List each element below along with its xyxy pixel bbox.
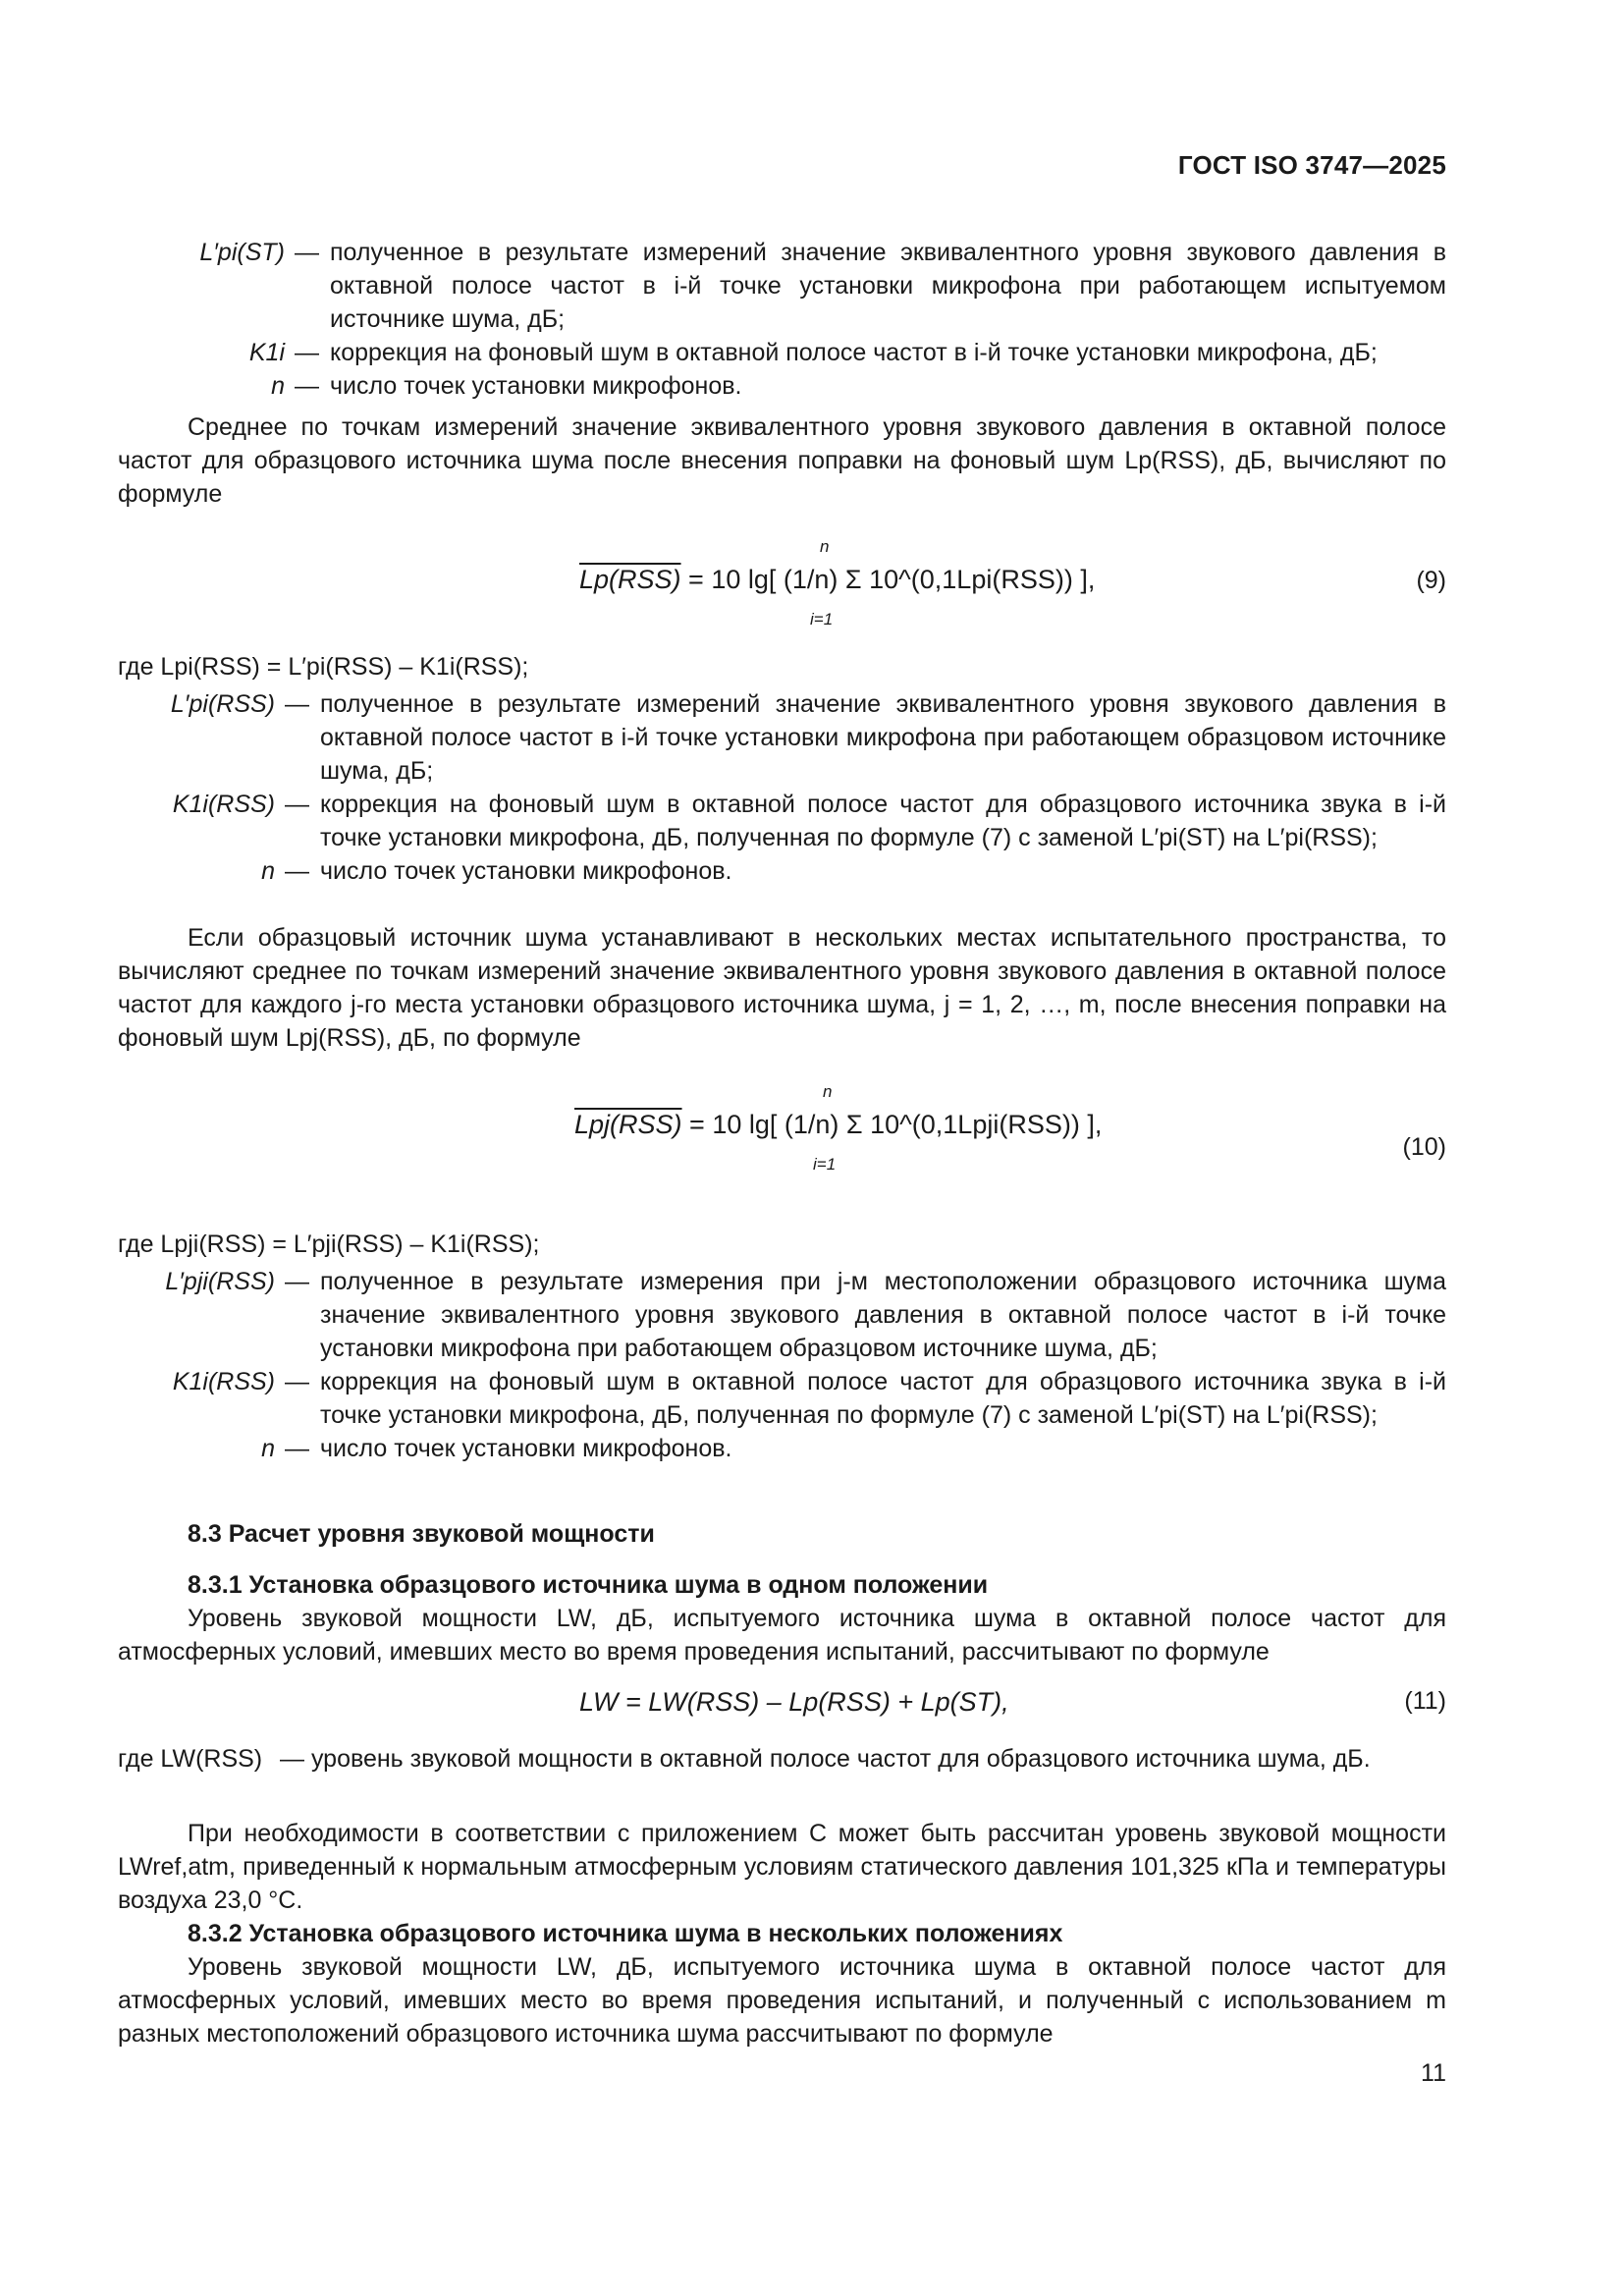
symbol-text: n <box>271 372 285 400</box>
symbol-text: L′pji(RSS) <box>165 1268 275 1295</box>
definitions-top <box>118 236 1446 403</box>
symbol-text: n <box>261 1435 275 1462</box>
paragraph <box>118 921 1446 1055</box>
paragraph-text: Если образцовый источник шума устанавливают в нескольких местах испытательного пространства, то вычисляют среднее по точкам измерений значение эквивалентного уровня звукового давления в октавной полосе частот для каждого j-го места установки образцового источника шума, j = 1, 2, …, m, после внесения поправки на фоновый шум Lpj(RSS), дБ, по формуле <box>118 924 1446 1052</box>
symbol-text: L′pi(ST) <box>199 239 285 266</box>
definition-dash: — <box>285 791 309 818</box>
section-8-3-1 <box>118 1568 1446 1668</box>
formula-lhs: Lpj(RSS) <box>574 1110 682 1139</box>
equation-number: (11) <box>1404 1687 1446 1715</box>
symbol-text: K1i <box>248 339 285 366</box>
definition-text: число точек установки микрофонов. <box>330 372 742 400</box>
paragraph-text: При необходимости в соответствии с приложением С может быть рассчитан уровень звуковой мощности LWref,atm, приведенный к нормальным атмосферным условиям статического давления 101,325 кПа и температуры воздуха 23,0 °С. <box>118 1820 1446 1914</box>
sum-lower-limit: i=1 <box>813 1155 837 1174</box>
equation-number: (10) <box>1402 1133 1446 1161</box>
paragraph <box>118 1817 1446 1917</box>
definition-symbol <box>118 1365 285 1432</box>
section-heading: 8.3.1 Установка образцового источника шума в одном положении <box>188 1571 989 1599</box>
formula-body: = 10 lg[ (1/n) Σ 10^(0,1Lpi(RSS)) ], <box>688 565 1096 594</box>
symbol-text: L′pi(RSS) <box>170 690 275 718</box>
definition-symbol <box>118 854 285 888</box>
where-line <box>118 650 1446 683</box>
definition-symbol: где LW(RSS) <box>118 1745 263 1773</box>
formula-lhs: Lp(RSS) <box>579 565 681 594</box>
formula-10 <box>118 1082 1446 1188</box>
symbol-text: K1i(RSS) <box>172 1368 275 1395</box>
formula-expression <box>574 1110 1102 1140</box>
definition-text: число точек установки микрофонов. <box>320 857 732 885</box>
definition-text: коррекция на фоновый шум в октавной полосе частот для образцового источника звука в i-й точке установки микрофона, дБ, полученная по формуле (7) с заменой L′pi(ST) на L′pi(RSS); <box>320 791 1446 851</box>
section-heading: 8.3.2 Установка образцового источника шума в нескольких положениях <box>188 1920 1063 1947</box>
definition-symbol <box>118 236 295 336</box>
definition-item <box>118 1742 1446 1776</box>
definition-text: полученное в результате измерений значение эквивалентного уровня звукового давления в октавной полосе частот в i-й точке установки микрофона при работающем образцовом источнике шума, дБ; <box>320 690 1446 785</box>
definition-dash: — <box>285 1368 309 1395</box>
formula-expression <box>579 565 1095 595</box>
definition-item <box>118 336 1446 369</box>
definitions-9 <box>118 687 1446 888</box>
definition-dash: — <box>285 690 309 718</box>
where-text: где Lpji(RSS) = L′pji(RSS) – K1i(RSS); <box>118 1230 540 1258</box>
paragraph <box>118 410 1446 511</box>
formula-11 <box>118 1687 1446 1726</box>
symbol-text: n <box>261 857 275 885</box>
definition-text: число точек установки микрофонов. <box>320 1435 732 1462</box>
definition-symbol <box>118 336 295 369</box>
paragraph-text: Уровень звуковой мощности LW, дБ, испытуемого источника шума в октавной полосе частот для атмосферных условий, имевших место во время проведения испытаний, рассчитывают по формуле <box>118 1605 1446 1666</box>
definition-dash: — <box>285 1435 309 1462</box>
definition-text: коррекция на фоновый шум в октавной полосе частот для образцового источника звука в i-й точке установки микрофона, дБ, полученная по формуле (7) с заменой L′pi(ST) на L′pi(RSS); <box>320 1368 1446 1429</box>
definition-dash: — <box>285 1268 309 1295</box>
definition-symbol <box>118 1432 285 1465</box>
definition-text: полученное в результате измерения при j-м местоположении образцового источника шума значение эквивалентного уровня звукового давления в октавной полосе частот в i-й точке установки микрофона при работающем образцовом источнике шума, дБ; <box>320 1268 1446 1362</box>
section-heading: 8.3 Расчет уровня звуковой мощности <box>188 1520 655 1548</box>
definition-dash: — <box>285 857 309 885</box>
sum-upper-limit: n <box>823 1082 833 1101</box>
definition-item <box>118 687 1446 788</box>
formula-expression: LW = LW(RSS) – Lp(RSS) + Lp(ST), <box>579 1687 1009 1717</box>
definition-item <box>118 788 1446 854</box>
definitions-10 <box>118 1265 1446 1465</box>
definitions-11 <box>118 1742 1446 1776</box>
definition-text: коррекция на фоновый шум в октавной полосе частот в i-й точке установки микрофона, дБ; <box>330 339 1378 366</box>
formula-9 <box>118 537 1446 643</box>
definition-dash: — <box>295 239 319 266</box>
definition-symbol <box>118 1265 285 1365</box>
definition-item <box>118 1365 1446 1432</box>
definition-item <box>118 236 1446 336</box>
definition-symbol <box>118 788 285 854</box>
document-code: ГОСТ ISO 3747—2025 <box>1177 150 1446 180</box>
definition-symbol <box>118 369 295 403</box>
sum-lower-limit: i=1 <box>810 610 834 629</box>
definition-symbol <box>118 687 285 788</box>
section-8-3 <box>118 1517 1446 1551</box>
definition-item <box>118 1432 1446 1465</box>
definition-dash: — <box>295 339 319 366</box>
equation-number: (9) <box>1416 567 1446 594</box>
definition-item <box>118 854 1446 888</box>
where-line <box>118 1228 1446 1261</box>
formula-body: = 10 lg[ (1/n) Σ 10^(0,1Lpji(RSS)) ], <box>689 1110 1103 1139</box>
definition-text: полученное в результате измерений значение эквивалентного уровня звукового давления в октавной полосе частот в i-й точке установки микрофона при работающем испытуемом источнике шума, дБ; <box>330 239 1446 333</box>
definition-dash: — <box>295 372 319 400</box>
sum-upper-limit: n <box>820 537 830 556</box>
definition-text: — уровень звуковой мощности в октавной полосе частот для образцового источника шума, дБ. <box>280 1745 1371 1773</box>
definition-item <box>118 1265 1446 1365</box>
symbol-text: K1i(RSS) <box>172 791 275 818</box>
paragraph-text: Среднее по точкам измерений значение эквивалентного уровня звукового давления в октавной полосе частот для образцового источника шума после внесения поправки на фоновый шум Lp(RSS), дБ, вычисляют по формуле <box>118 413 1446 508</box>
where-text: где Lpi(RSS) = L′pi(RSS) – K1i(RSS); <box>118 653 529 681</box>
section-8-3-2 <box>118 1917 1446 2050</box>
page-number: 11 <box>1421 2059 1446 2087</box>
paragraph-text: Уровень звуковой мощности LW, дБ, испытуемого источника шума в октавной полосе частот для атмосферных условий, имевших место во время проведения испытаний, и полученный с использованием m разных местоположений образцового источника шума рассчитывают по формуле <box>118 1953 1446 2048</box>
definition-item <box>118 369 1446 403</box>
